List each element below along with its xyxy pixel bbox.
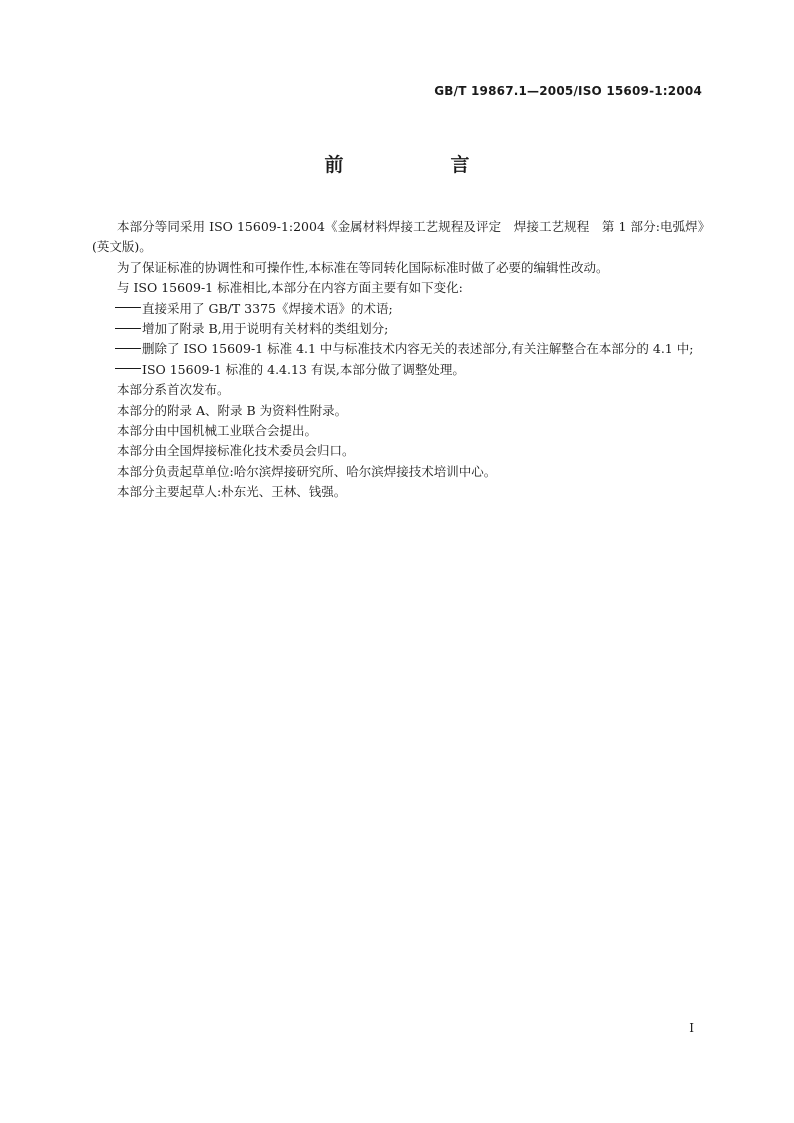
standard-code: GB/T 19867.1—2005/ISO 15609-1:2004 bbox=[434, 84, 702, 98]
dash-marker bbox=[115, 339, 142, 359]
change-item-text: ISO 15609-1 标准的 4.4.13 有误,本部分做了调整处理。 bbox=[142, 361, 465, 377]
page-number: I bbox=[689, 1021, 694, 1035]
change-item-2 bbox=[92, 319, 704, 339]
change-item-4 bbox=[92, 360, 704, 380]
change-item-text: 删除了 ISO 15609-1 标准 4.1 中与标准技术内容无关的表述部分,有关注解整合在本部分的 4.1 中; bbox=[142, 341, 694, 357]
page-title: 前 言 bbox=[324, 154, 514, 176]
dash-marker bbox=[115, 299, 142, 319]
paragraph-annexes: 本部分的附录 A、附录 B 为资料性附录。 bbox=[117, 402, 348, 418]
change-item-text: 直接采用了 GB/T 3375《焊接术语》的术语; bbox=[142, 300, 393, 316]
change-item-text: 增加了附录 B,用于说明有关材料的类组划分; bbox=[142, 321, 389, 337]
dash-marker bbox=[115, 360, 142, 380]
paragraph-editorial-changes: 为了保证标准的协调性和可操作性,本标准在等同转化国际标准时做了必要的编辑性改动。 bbox=[117, 259, 609, 275]
paragraph-differences-intro: 与 ISO 15609-1 标准相比,本部分在内容方面主要有如下变化: bbox=[117, 280, 463, 296]
change-item-3 bbox=[92, 339, 704, 359]
foreword-body bbox=[92, 217, 704, 503]
paragraph-first-release: 本部分系首次发布。 bbox=[117, 382, 230, 398]
paragraph-centralized-by: 本部分由全国焊接标准化技术委员会归口。 bbox=[117, 443, 355, 459]
change-item-1 bbox=[92, 299, 704, 319]
paragraph-adoption: 本部分等同采用 ISO 15609-1:2004《金属材料焊接工艺规程及评定 焊接工艺规程 第 1 部分:电弧焊》(英文版)。 bbox=[92, 219, 704, 255]
dash-marker bbox=[115, 319, 142, 339]
paragraph-proposed-by: 本部分由中国机械工业联合会提出。 bbox=[117, 423, 318, 439]
paragraph-drafters: 本部分主要起草人:朴东光、王林、钱强。 bbox=[117, 484, 347, 500]
paragraph-drafting-units: 本部分负责起草单位:哈尔滨焊接研究所、哈尔滨焊接技术培训中心。 bbox=[117, 463, 497, 479]
